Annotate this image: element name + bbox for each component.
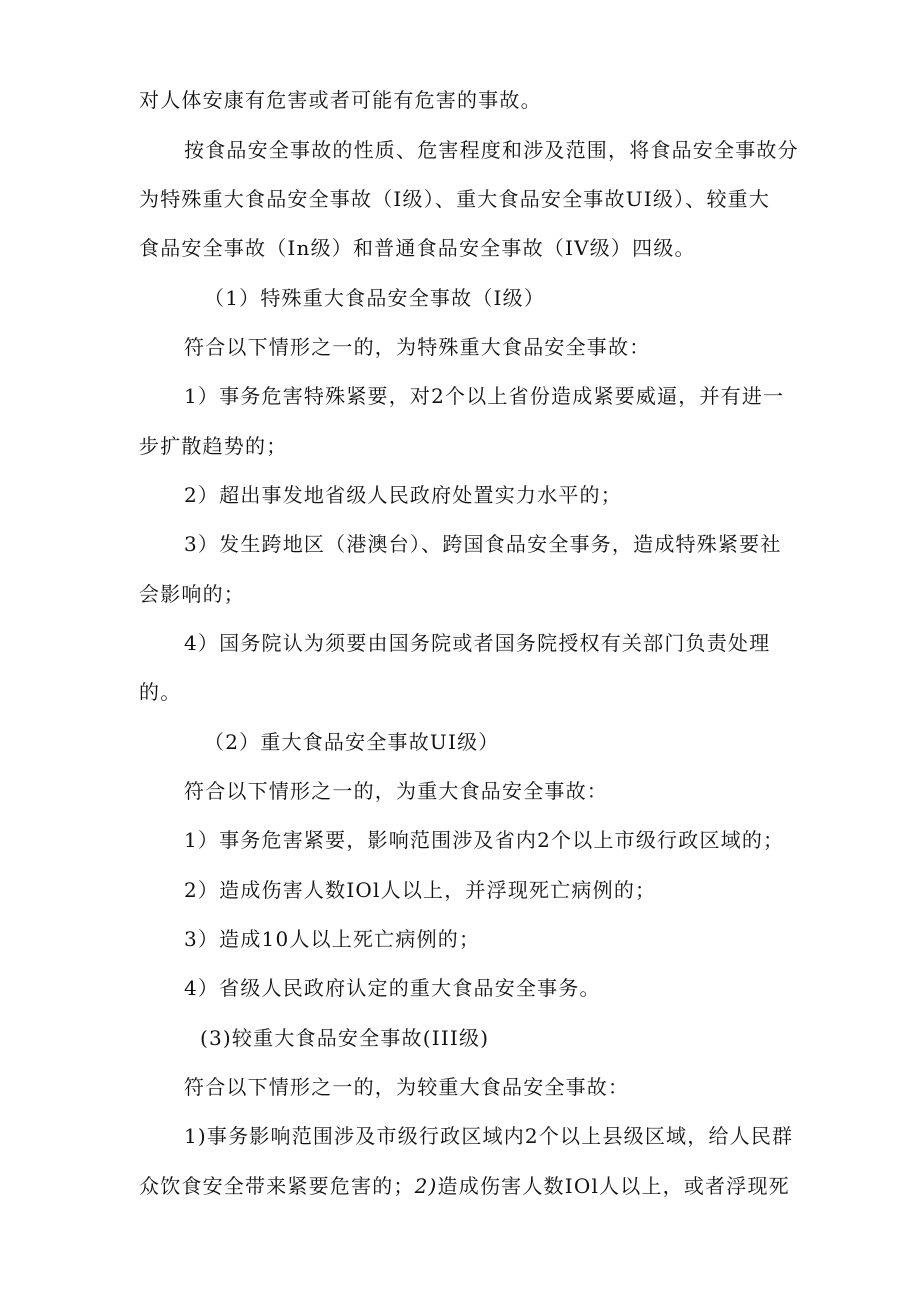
text-line: 食品安全事故（In级）和普通食品安全事故（IV级）四级。 xyxy=(139,236,696,260)
section-heading: （1）特殊重大食品安全事故（I级） xyxy=(204,286,546,310)
text-segment: 众饮食安全带来紧要危害的； xyxy=(139,1174,415,1198)
text-line: 为特殊重大食品安全事故（I级）、重大食品安全事故UI级）、较重大 xyxy=(139,187,771,211)
text-line: 步扩散趋势的； xyxy=(139,434,288,458)
text-line: 按食品安全事故的性质、危害程度和涉及范围，将食品安全事故分 xyxy=(184,138,799,162)
text-line: 对人体安康有危害或者可能有危害的事故。 xyxy=(139,88,542,112)
text-line: 1）事务危害特殊紧要，对2个以上省份造成紧要威逼，并有进一 xyxy=(184,384,785,408)
section-heading: (3)较重大食品安全事故(III级) xyxy=(200,1026,490,1050)
section-heading: （2）重大食品安全事故UI级） xyxy=(204,730,500,754)
text-line: 符合以下情形之一的，为重大食品安全事故： xyxy=(184,779,608,803)
text-line: 符合以下情形之一的，为特殊重大食品安全事故： xyxy=(184,335,651,359)
text-line: 3）发生跨地区（港澳台）、跨国食品安全事务，造成特殊紧要社 xyxy=(184,532,782,556)
text-line xyxy=(139,1172,790,1200)
text-line: 会影响的； xyxy=(139,582,245,606)
text-segment: 造成伤害人数IOl人以上，或者浮现死 xyxy=(437,1174,790,1198)
text-line: 4）国务院认为须要由国务院或者国务院授权有关部门负责处理 xyxy=(184,631,771,655)
text-line: 的。 xyxy=(139,680,182,704)
text-line: 3）造成10人以上死亡病例的； xyxy=(184,927,481,951)
italic-item-number: 2) xyxy=(414,1174,438,1198)
text-line: 2）造成伤害人数IOl人以上，并浮现死亡病例的； xyxy=(184,878,657,902)
text-line: 符合以下情形之一的，为较重大食品安全事故： xyxy=(184,1075,630,1099)
text-line: 2）超出事发地省级人民政府处置实力水平的； xyxy=(184,483,622,507)
text-line: 4）省级人民政府认定的重大食品安全事务。 xyxy=(184,976,601,1000)
text-line: 1）事务危害紧要，影响范围涉及省内2个以上市级行政区域的； xyxy=(184,828,785,852)
text-line: 1)事务影响范围涉及市级行政区域内2个以上县级区域，给人民群 xyxy=(184,1124,794,1148)
